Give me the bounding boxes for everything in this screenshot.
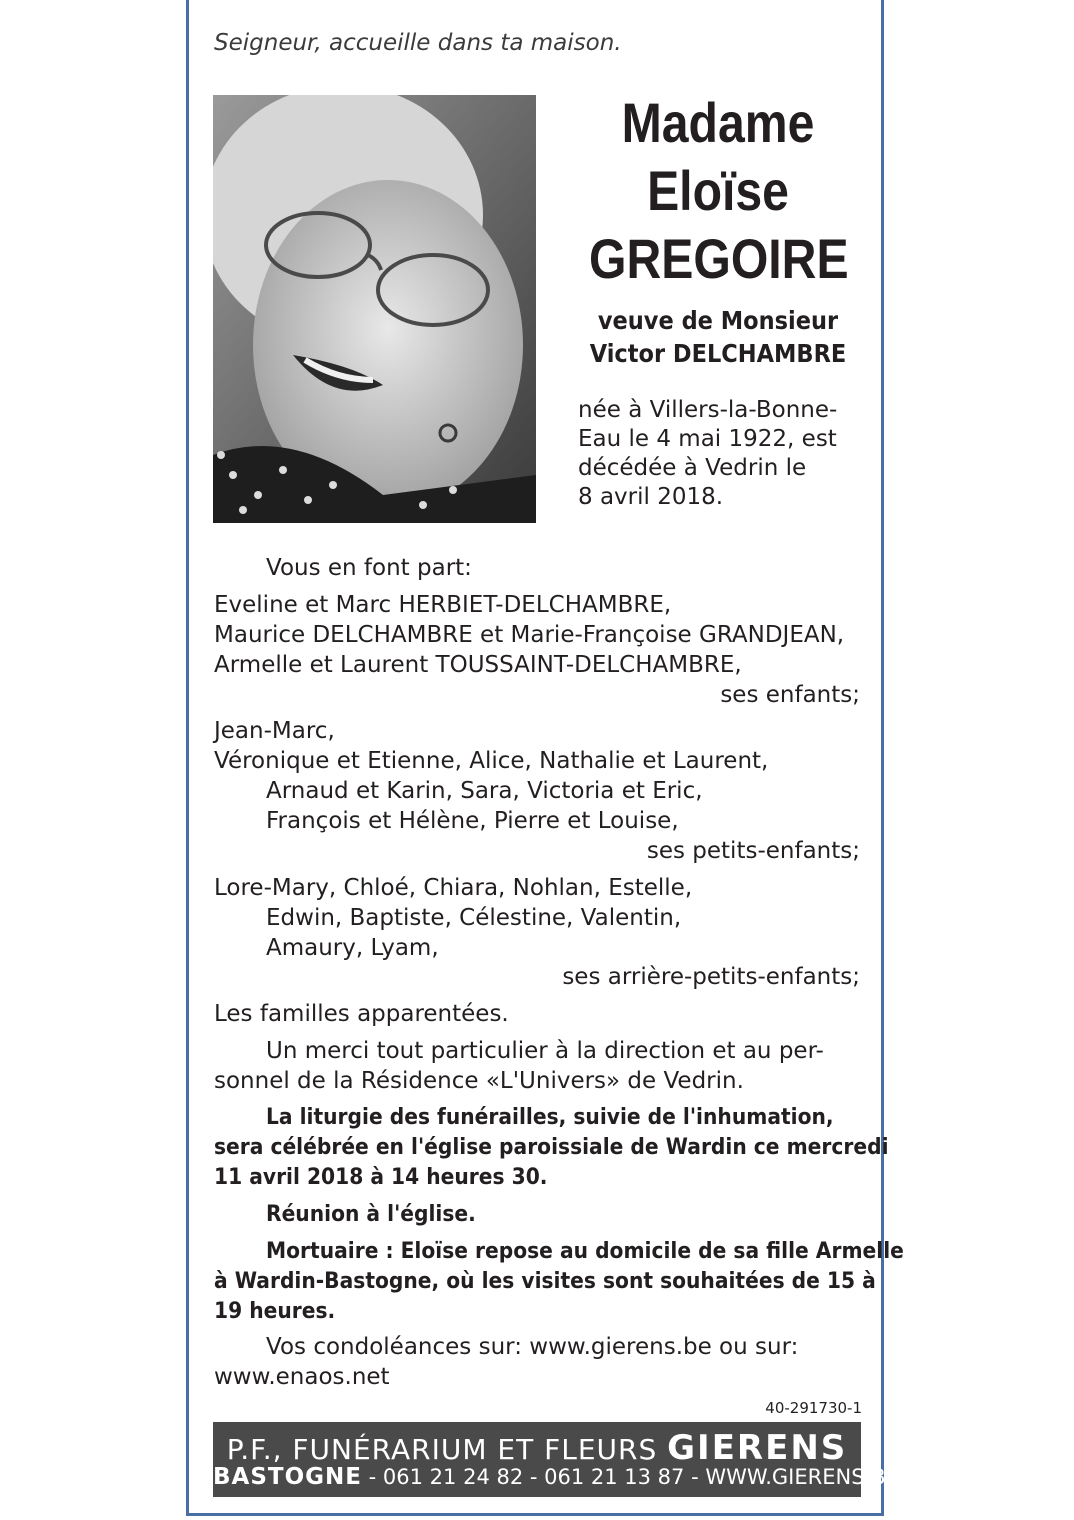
great-grandchild-line: Edwin, Baptiste, Célestine, Valentin, xyxy=(266,905,682,931)
children-label: ses enfants; xyxy=(720,682,860,708)
child-line: Eveline et Marc HERBIET-DELCHAMBRE, xyxy=(214,592,672,618)
birth-line: 8 avril 2018. xyxy=(578,484,724,510)
banner-line-2 xyxy=(213,1464,899,1490)
birth-line: née à Villers-la-Bonne- xyxy=(578,397,838,423)
grandchild-line: Véronique et Etienne, Alice, Nathalie et Laurent, xyxy=(214,748,769,774)
birth-line: Eau le 4 mai 1922, est xyxy=(578,426,837,452)
motto: Seigneur, accueille dans ta maison. xyxy=(214,30,622,56)
great-grandchild-line: Lore-Mary, Chloé, Chiara, Nohlan, Estelle, xyxy=(214,875,693,901)
spouse-line-2: Victor DELCHAMBRE xyxy=(589,339,847,368)
great-grandchildren-label: ses arrière-petits-enfants; xyxy=(562,964,860,990)
reference-number: 40-291730-1 xyxy=(765,1399,862,1417)
deceased-last-name: GREGOIRE xyxy=(589,227,849,290)
grandchildren-label: ses petits-enfants; xyxy=(646,838,860,864)
mortuary-line: à Wardin-Bastogne, où les visites sont souhaitées de 15 à xyxy=(214,1269,876,1294)
reunion-line: Réunion à l'église. xyxy=(266,1202,476,1227)
grandchild-line: Jean-Marc, xyxy=(214,718,335,744)
banner-brand: GIERENS xyxy=(667,1428,848,1468)
banner-city: BASTOGNE xyxy=(213,1464,362,1490)
portrait-illustration xyxy=(213,95,536,523)
portrait-photo xyxy=(213,95,536,523)
thanks-line: sonnel de la Résidence «L'Univers» de Vedrin. xyxy=(214,1068,744,1094)
families-line: Les familles apparentées. xyxy=(214,1001,509,1027)
liturgy-line: La liturgie des funérailles, suivie de l'inhumation, xyxy=(266,1105,834,1130)
liturgy-line: sera célébrée en l'église paroissiale de Wardin ce mercredi xyxy=(214,1135,889,1160)
deceased-first-name: Eloïse xyxy=(647,159,789,222)
liturgy-line: 11 avril 2018 à 14 heures 30. xyxy=(214,1165,548,1190)
birth-line: décédée à Vedrin le xyxy=(578,455,807,481)
funeral-home-banner xyxy=(213,1422,899,1497)
mortuary-line: Mortuaire : Eloïse repose au domicile de sa fille Armelle xyxy=(266,1239,904,1264)
banner-prefix: P.F., FUNÉRARIUM ET FLEURS xyxy=(226,1433,658,1466)
mortuary-line: 19 heures. xyxy=(214,1299,336,1324)
condolences-line: Vos condoléances sur: www.gierens.be ou sur: xyxy=(266,1334,799,1360)
spouse-line-1: veuve de Monsieur xyxy=(597,306,839,335)
deceased-title: Madame xyxy=(621,91,815,154)
grandchild-line: Arnaud et Karin, Sara, Victoria et Eric, xyxy=(266,778,703,804)
banner-line-1 xyxy=(213,1428,861,1468)
thanks-line: Un merci tout particulier à la direction et au per- xyxy=(266,1038,824,1064)
grandchild-line: François et Hélène, Pierre et Louise, xyxy=(266,808,679,834)
condolences-link[interactable]: www.enaos.net xyxy=(214,1364,390,1390)
banner-contacts: - 061 21 24 82 - 061 21 13 87 - WWW.GIERENS.BE xyxy=(368,1465,899,1489)
great-grandchild-line: Amaury, Lyam, xyxy=(266,935,439,961)
child-line: Armelle et Laurent TOUSSAINT-DELCHAMBRE, xyxy=(214,652,742,678)
announcement: Vous en font part: xyxy=(266,555,472,581)
child-line: Maurice DELCHAMBRE et Marie-Françoise GRANDJEAN, xyxy=(214,622,845,648)
